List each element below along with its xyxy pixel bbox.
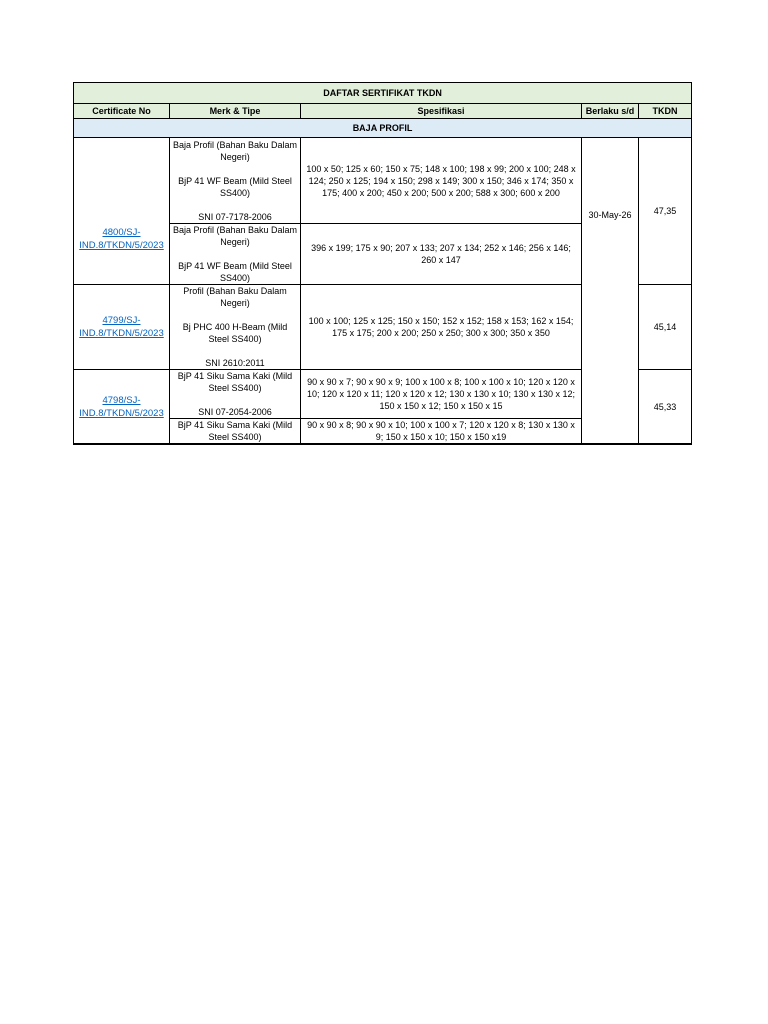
merk-tipe-cell: Baja Profil (Bahan Baku Dalam Negeri) BjP 41 WF Beam (Mild Steel SS400) — [170, 224, 301, 285]
merk-tipe-cell: Profil (Bahan Baku Dalam Negeri) Bj PHC 400 H-Beam (Mild Steel SS400) SNI 2610:2011 — [170, 285, 301, 370]
tkdn-certificate-table — [73, 82, 692, 445]
certificate-link-4799[interactable]: 4799/SJ-IND.8/TKDN/5/2023 — [79, 315, 164, 339]
certificate-cell — [74, 138, 170, 285]
header-merk-tipe: Merk & Tipe — [170, 104, 301, 119]
table-row — [74, 138, 692, 224]
spesifikasi-cell: 396 x 199; 175 x 90; 207 x 133; 207 x 134; 252 x 146; 256 x 146; 260 x 147 — [301, 224, 582, 285]
tkdn-value-4799: 45,14 — [639, 285, 692, 370]
spesifikasi-cell: 100 x 50; 125 x 60; 150 x 75; 148 x 100; 198 x 99; 200 x 100; 248 x 124; 250 x 125; 194 x 150; 298 x 149; 300 x 150; 346 x 174; 350 x 175; 400 x 200; 450 x 200; 500 x 200; 588 x 300; 600 x 200 — [301, 138, 582, 224]
spesifikasi-cell: 90 x 90 x 7; 90 x 90 x 9; 100 x 100 x 8; 100 x 100 x 10; 120 x 120 x 10; 120 x 120 x 11; 120 x 120 x 12; 130 x 130 x 10; 130 x 130 x 12; 150 x 150 x 12; 150 x 150 x 15 — [301, 370, 582, 419]
berlaku-cell: 30-May-26 — [582, 138, 639, 445]
spesifikasi-cell: 100 x 100; 125 x 125; 150 x 150; 152 x 152; 158 x 153; 162 x 154; 175 x 175; 200 x 200; 250 x 250; 300 x 300; 350 x 350 — [301, 285, 582, 370]
certificate-cell — [74, 370, 170, 445]
section-baja-profil: BAJA PROFIL — [74, 119, 692, 138]
header-berlaku: Berlaku s/d — [582, 104, 639, 119]
merk-tipe-cell: Baja Profil (Bahan Baku Dalam Negeri) BjP 41 WF Beam (Mild Steel SS400) SNI 07-7178-2006 — [170, 138, 301, 224]
tkdn-value-4798: 45,33 — [639, 370, 692, 445]
certificate-cell — [74, 285, 170, 370]
table-title: DAFTAR SERTIFIKAT TKDN — [74, 83, 692, 104]
certificate-link-4798[interactable]: 4798/SJ-IND.8/TKDN/5/2023 — [79, 394, 164, 419]
merk-tipe-cell: BjP 41 Siku Sama Kaki (Mild Steel SS400) SNI 07-2054-2006 — [170, 370, 301, 419]
header-spesifikasi: Spesifikasi — [301, 104, 582, 119]
header-certificate-no: Certificate No — [74, 104, 170, 119]
certificate-link-4800[interactable]: 4800/SJ-IND.8/TKDN/5/2023 — [79, 226, 164, 251]
tkdn-value-4800: 47,35 — [639, 138, 692, 285]
merk-tipe-cell: BjP 41 Siku Sama Kaki (Mild Steel SS400) — [170, 419, 301, 445]
spesifikasi-cell: 90 x 90 x 8; 90 x 90 x 10; 100 x 100 x 7; 120 x 120 x 8; 130 x 130 x 9; 150 x 150 x 10; 150 x 150 x19 — [301, 419, 582, 445]
header-tkdn: TKDN — [639, 104, 692, 119]
